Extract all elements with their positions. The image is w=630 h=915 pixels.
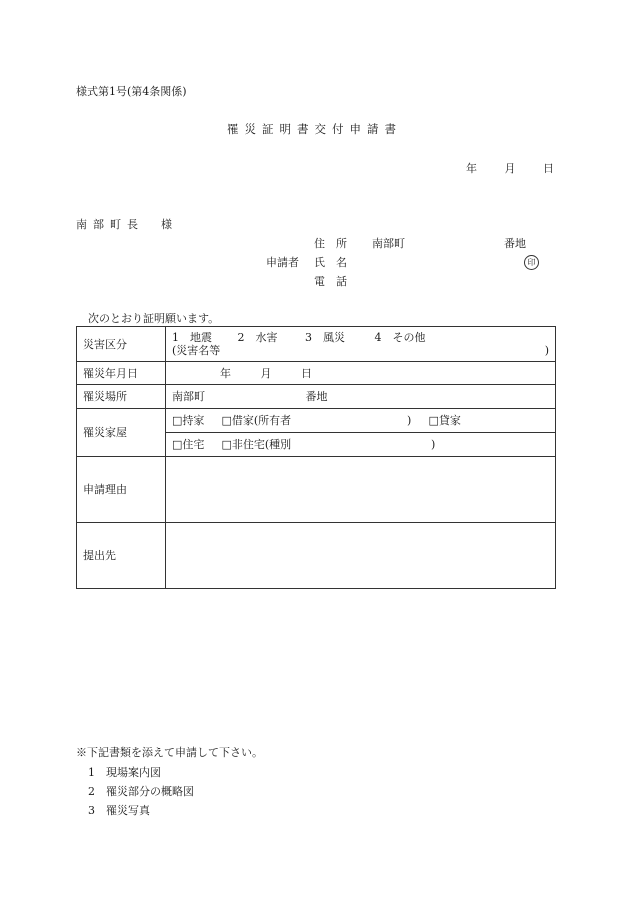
notes-item-2: 2 罹災部分の概略図 [88, 785, 194, 798]
addressee: 南部町長 様 [76, 218, 178, 231]
residence-checkbox: □住宅 [172, 438, 205, 451]
notes-item-3: 3 罹災写真 [88, 804, 150, 817]
reason-row [77, 457, 556, 523]
applicant-address-banchi: 番地 [504, 237, 526, 250]
house-ownership-cell [166, 409, 556, 433]
option-earthquake: 1 地震 [172, 331, 212, 344]
disaster-date-year: 年 [220, 366, 231, 380]
owned-house-checkbox: □持家 [172, 414, 205, 427]
disaster-location-row [77, 385, 556, 409]
application-table [76, 326, 556, 589]
location-banchi: 番地 [305, 390, 328, 403]
option-wind: 3 風災 [305, 331, 345, 344]
disaster-name-close: ) [544, 344, 549, 357]
rented-owner-close: ) [407, 414, 412, 427]
notes-item-1: 1 現場案内図 [88, 766, 161, 779]
disaster-location-label: 罹災場所 [77, 385, 166, 409]
damaged-house-label: 罹災家屋 [77, 409, 166, 457]
non-residence-checkbox: □非住宅(種別 [221, 438, 292, 451]
submit-to-row [77, 523, 556, 589]
applicant-address-town: 南部町 [372, 237, 405, 250]
damaged-house-row-1 [77, 409, 556, 433]
document-title: 罹災証明書交付申請書 [227, 122, 402, 136]
date-line [466, 163, 554, 174]
submit-to-label: 提出先 [77, 523, 166, 589]
seal-mark: 印 [524, 255, 539, 270]
date-year: 年 [466, 162, 477, 175]
leased-house-checkbox: □貸家 [428, 414, 461, 427]
form-number: 様式第1号(第4条関係) [76, 85, 187, 98]
disaster-date-row [77, 362, 556, 385]
date-month: 月 [504, 162, 516, 175]
disaster-name-open: (災害名等 [172, 344, 221, 357]
disaster-type-cell [166, 327, 556, 362]
rented-house-checkbox: □借家(所有者 [221, 414, 292, 427]
submit-to-field[interactable] [166, 523, 556, 589]
applicant-group-label: 申請者 [266, 256, 299, 269]
disaster-location-cell [166, 385, 556, 409]
disaster-date-label: 罹災年月日 [77, 362, 166, 385]
date-day: 日 [543, 162, 554, 175]
applicant-phone-label: 電 話 [314, 275, 347, 288]
disaster-date-month: 月 [260, 366, 272, 380]
disaster-type-row [77, 327, 556, 362]
option-other: 4 その他 [374, 331, 426, 344]
disaster-date-day: 日 [301, 366, 312, 380]
house-use-cell [166, 433, 556, 457]
reason-field[interactable] [166, 457, 556, 523]
disaster-date-cell [166, 362, 556, 385]
option-flood: 2 水害 [237, 331, 278, 344]
location-town: 南部町 [172, 390, 205, 403]
reason-label: 申請理由 [77, 457, 166, 523]
applicant-name-label: 氏 名 [314, 256, 347, 269]
notes-heading: ※下記書類を添えて申請して下さい。 [76, 746, 263, 759]
intro-text: 次のとおり証明願います。 [88, 312, 220, 325]
applicant-address-label: 住 所 [314, 237, 347, 250]
non-residence-close: ) [431, 438, 436, 451]
disaster-type-label: 災害区分 [77, 327, 166, 362]
